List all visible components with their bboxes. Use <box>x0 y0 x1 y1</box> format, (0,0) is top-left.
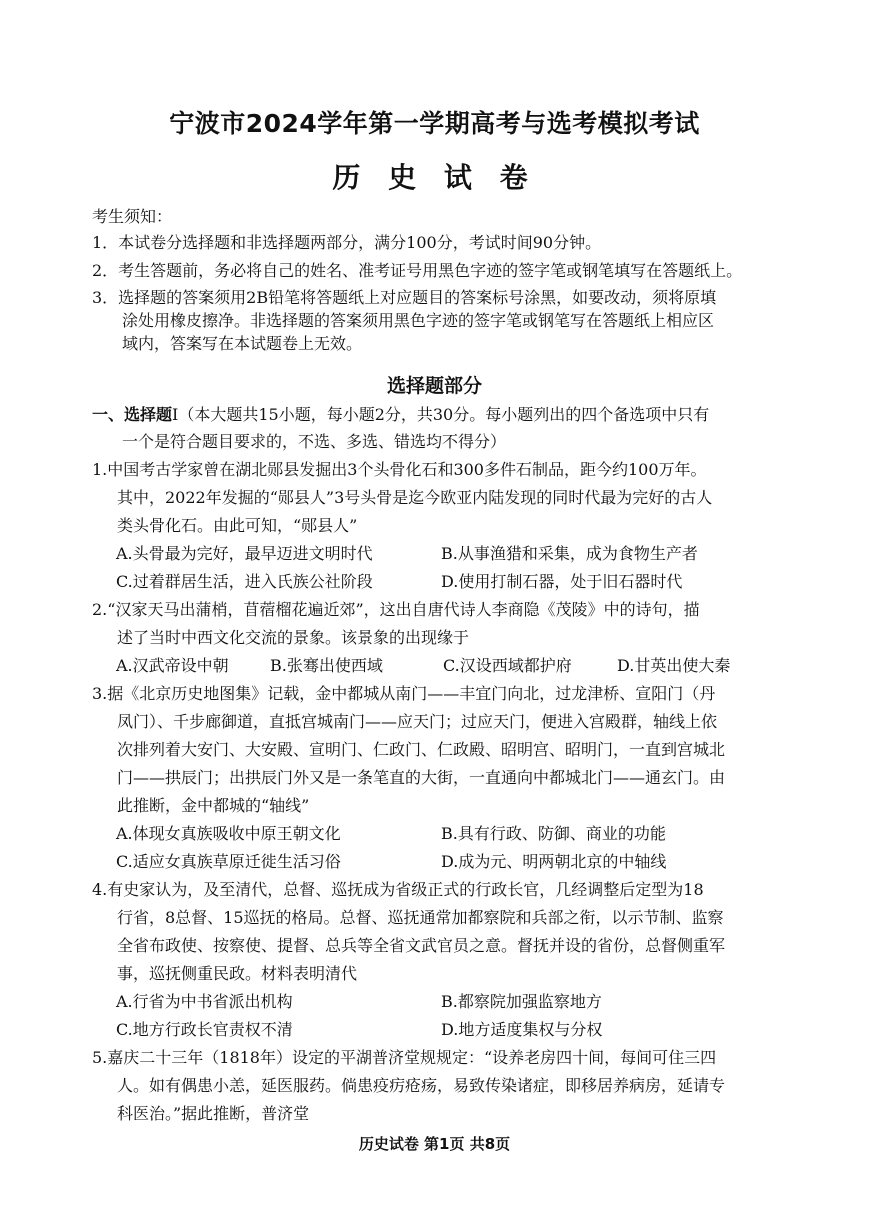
question-2-text: 2.“汉家天马出蒲梢，苜蓿榴花遍近郊”，这出自唐代诗人李商隐《茂陵》中的诗句，描 <box>92 600 700 619</box>
notice-item: 1．本试卷分选择题和非选择题两部分，满分100分，考试时间90分钟。 <box>92 233 602 252</box>
option-b[interactable]: B.具有行政、防御、商业的功能 <box>441 824 666 843</box>
question-1-text: 1.中国考古学家曾在湖北郧县发掘出3个头骨化石和300多件石制品，距今约100万年。 <box>92 460 707 479</box>
question-3-text: 次排列着大安门、大安殿、宣明门、仁政门、仁政殿、昭明宫、昭明门，一直到宫城北 <box>117 740 726 759</box>
option-c[interactable]: C.过着群居生活，进入氏族公社阶段 <box>116 572 373 591</box>
option-d[interactable]: D.使用打制石器，处于旧石器时代 <box>441 572 683 591</box>
option-d[interactable]: D.成为元、明两朝北京的中轴线 <box>441 852 667 871</box>
question-5-text: 人。如有偶患小恙，延医服药。倘患疫疠疮疡，易致传染诸症，即移居养病房，延请专 <box>117 1076 726 1095</box>
option-c[interactable]: C.汉设西域都护府 <box>443 656 572 675</box>
question-3-text: 凤门）、千步廊御道，直抵宫城南门——应天门；过应天门，便进入宫殿群，轴线上依 <box>117 712 718 731</box>
part-intro-line <box>92 405 709 425</box>
notice-item: 3．选择题的答案须用2B铅笔将答题纸上对应题目的答案标号涂黑，如要改动，须将原填 <box>92 288 717 307</box>
option-a[interactable]: A.头骨最为完好，最早迈进文明时代 <box>116 544 373 563</box>
option-b[interactable]: B.都察院加强监察地方 <box>441 992 602 1011</box>
part-label: 一、选择题 <box>92 405 173 424</box>
question-4-text: 事，巡抚侧重民政。材料表明清代 <box>117 964 358 983</box>
option-b[interactable]: B.张骞出使西域 <box>270 656 383 675</box>
question-4-text: 全省布政使、按察使、提督、总兵等全省文武官员之意。督抚并设的省份，总督侧重军 <box>117 936 726 955</box>
notice-item-continued: 涂处用橡皮擦净。非选择题的答案须用黑色字迹的签字笔或钢笔写在答题纸上相应区 <box>122 311 715 330</box>
paper-subject-title: 历 史 试 卷 <box>332 161 537 194</box>
question-2-text: 述了当时中西文化交流的景象。该景象的出现缘于 <box>117 628 470 647</box>
exam-title: 宁波市2024学年第一学期高考与选考模拟考试 <box>169 109 700 138</box>
notice-item: 2．考生答题前，务必将自己的姓名、准考证号用黑色字迹的签字笔或钢笔填写在答题纸上。 <box>92 261 743 280</box>
option-c[interactable]: C.地方行政长官责权不清 <box>116 1020 293 1039</box>
section-title: 选择题部分 <box>386 375 482 397</box>
question-3-text: 此推断，金中都城的“轴线” <box>117 796 310 815</box>
question-4-text: 4.有史家认为，及至清代，总督、巡抚成为省级正式的行政长官，几经调整后定型为18 <box>92 880 704 899</box>
option-a[interactable]: A.行省为中书省派出机构 <box>116 992 293 1011</box>
part-intro-line: 一个是符合题目要求的，不选、多选、错选均不得分） <box>122 432 507 451</box>
question-5-text: 5.嘉庆二十三年（1818年）设定的平湖普济堂规规定：“设养老房四十间，每间可住三四 <box>92 1048 717 1067</box>
question-5-text: 科医治。”据此推断，普济堂 <box>117 1104 310 1123</box>
option-c[interactable]: C.适应女真族草原迁徙生活习俗 <box>116 852 341 871</box>
notice-heading: 考生须知： <box>92 207 173 226</box>
question-1-text: 其中，2022年发掘的“郧县人”3号头骨是迄今欧亚内陆发现的同时代最为完好的古人 <box>117 488 713 507</box>
question-3-text: 3.据《北京历史地图集》记载，金中都城从南门——丰宜门向北，过龙津桥、宣阳门（丹 <box>92 684 716 703</box>
option-a[interactable]: A.体现女真族吸收中原王朝文化 <box>116 824 341 843</box>
option-b[interactable]: B.从事渔猎和采集，成为食物生产者 <box>441 544 698 563</box>
question-4-text: 行省，8总督、15巡抚的格局。总督、巡抚通常加都察院和兵部之衔，以示节制、监察 <box>117 908 724 927</box>
part-intro-text: Ⅰ（本大题共15小题，每小题2分，共30分。每小题列出的四个备选项中只有 <box>172 405 710 424</box>
page-footer: 历史试卷 第1页 共8页 <box>358 1135 511 1153</box>
option-d[interactable]: D.甘英出使大秦 <box>617 656 731 675</box>
option-a[interactable]: A.汉武帝设中朝 <box>116 656 229 675</box>
notice-item-continued: 域内，答案写在本试题卷上无效。 <box>122 334 363 353</box>
question-1-text: 类头骨化石。由此可知，“郧县人” <box>117 516 358 535</box>
option-d[interactable]: D.地方适度集权与分权 <box>441 1020 603 1039</box>
question-3-text: 门——拱辰门；出拱辰门外又是一条笔直的大街，一直通向中都城北门——通玄门。由 <box>117 768 726 787</box>
